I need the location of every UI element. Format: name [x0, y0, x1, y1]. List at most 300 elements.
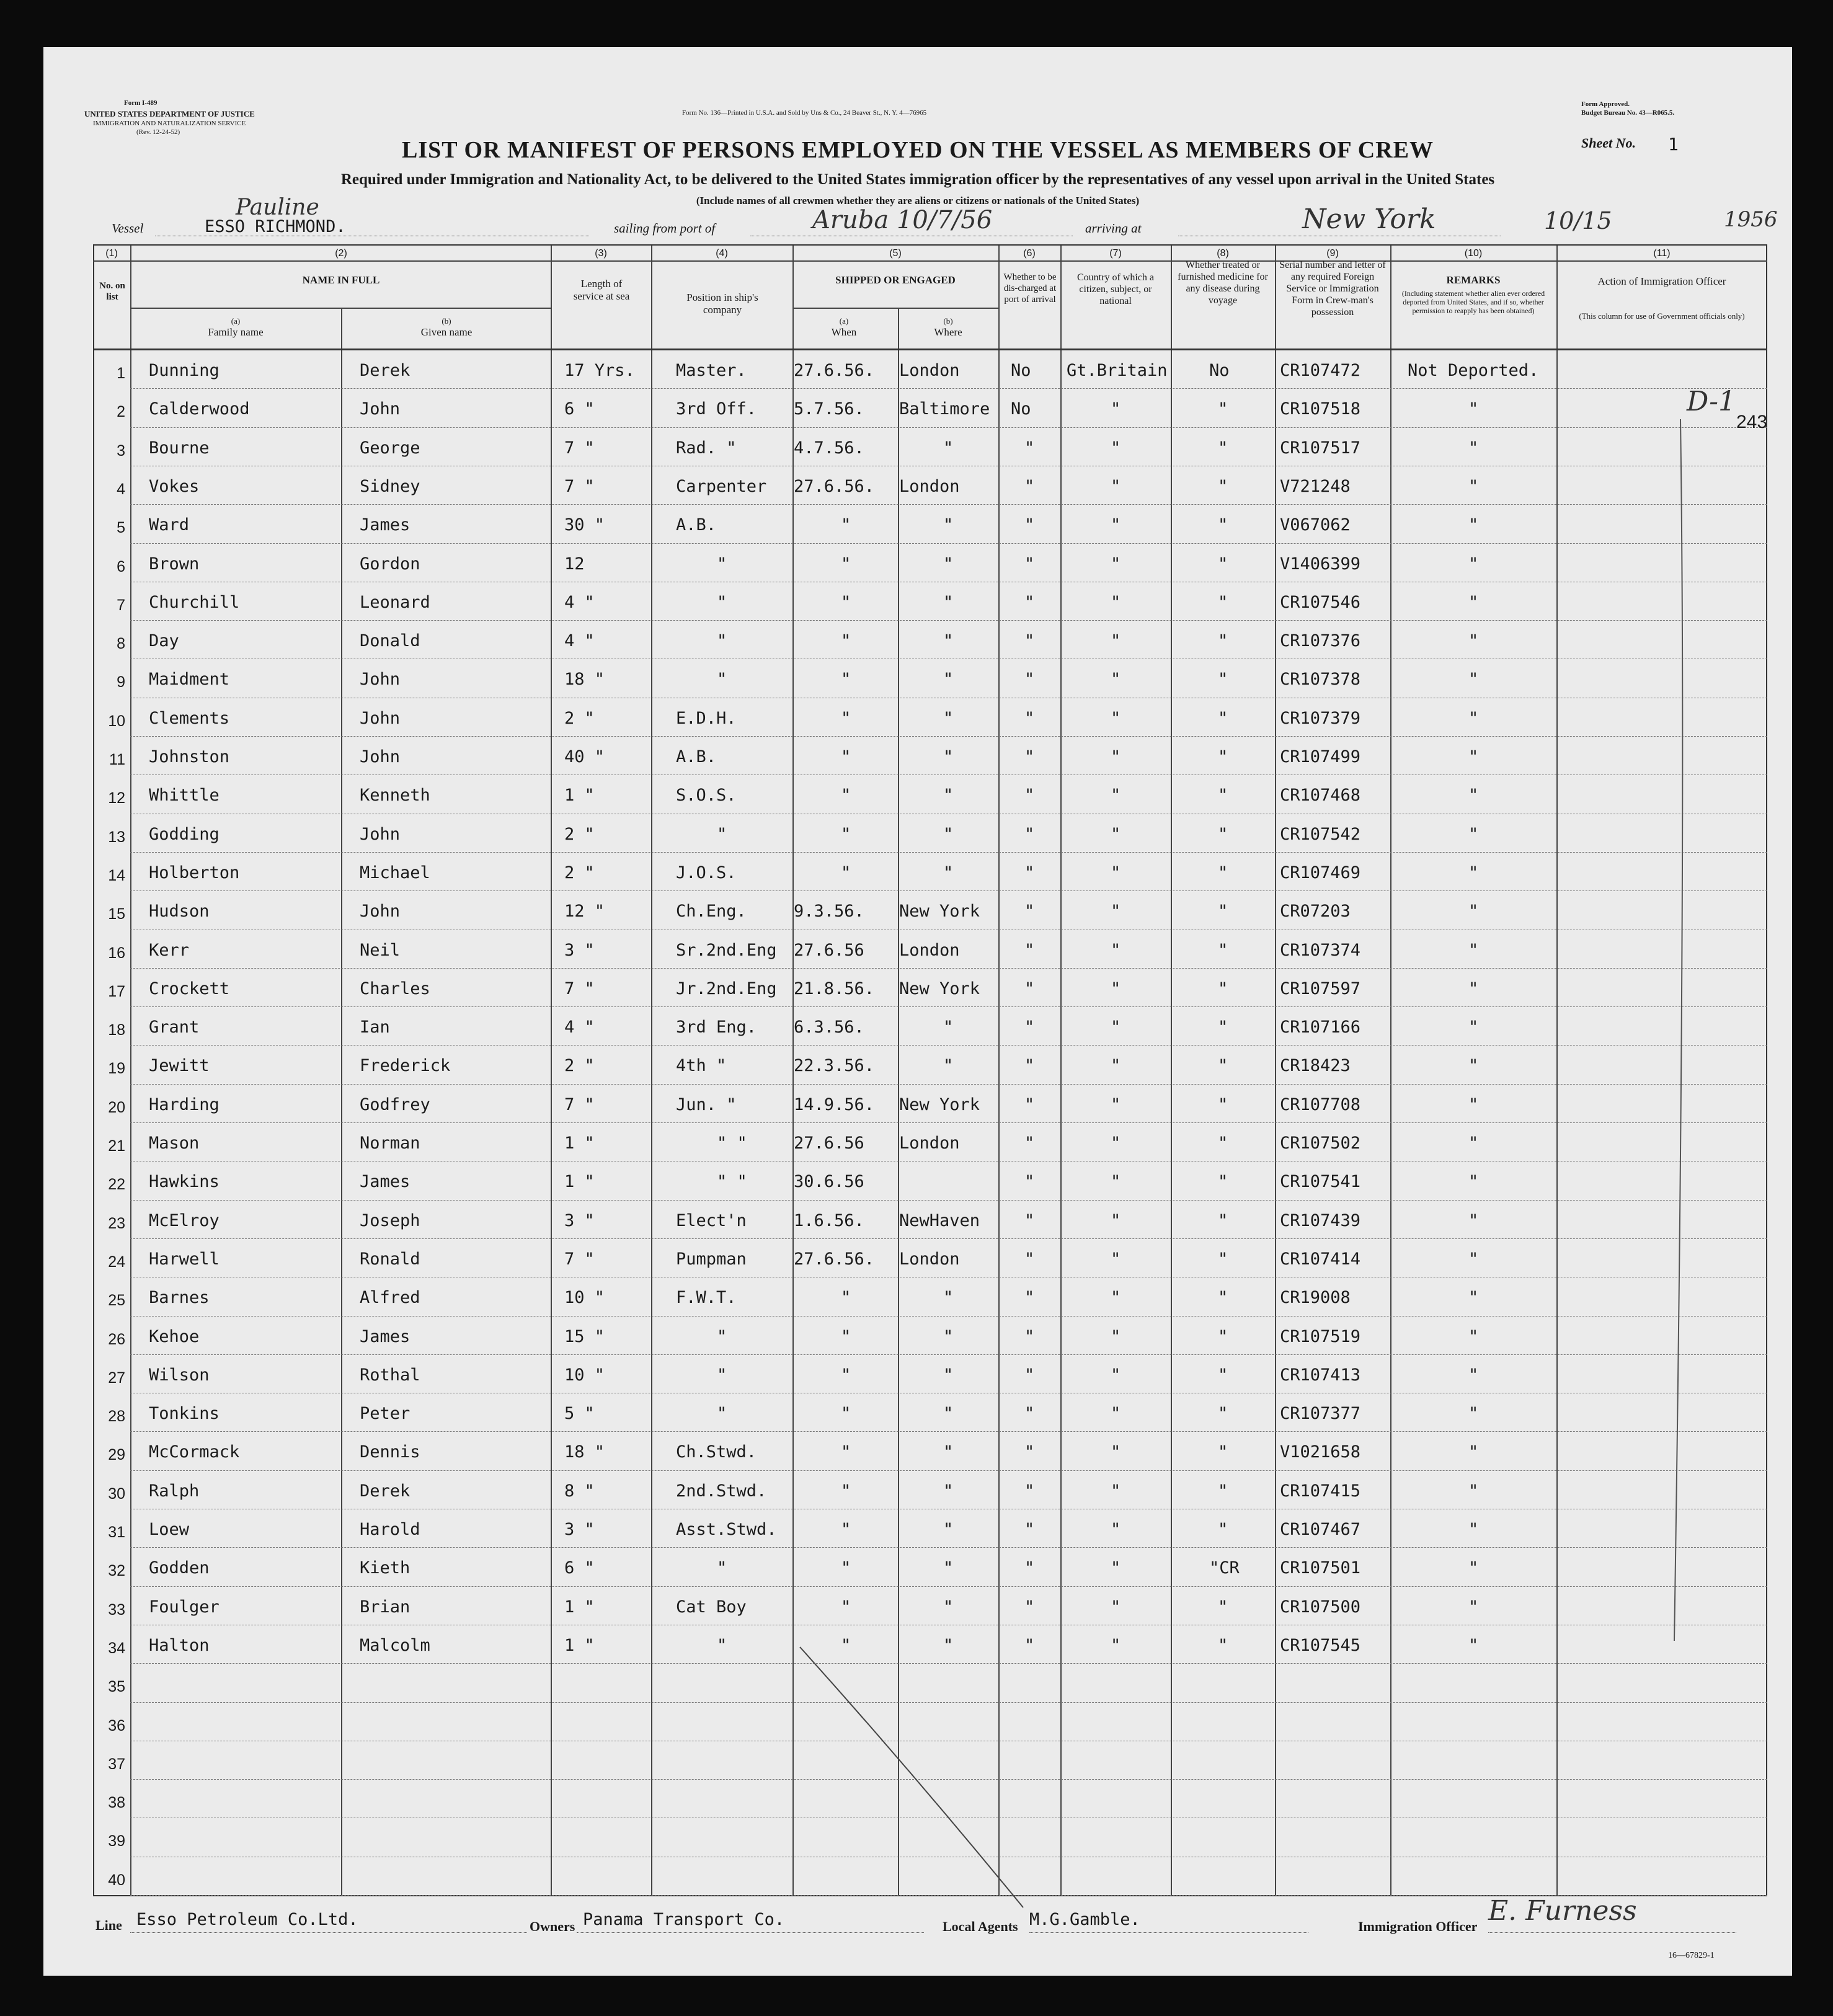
arriving-port: New York [1302, 203, 1436, 235]
discharged-cell: " [1024, 1326, 1035, 1346]
position-cell: Carpenter [676, 476, 767, 496]
remarks-cell: " [1468, 1172, 1479, 1192]
country-cell: " [1111, 747, 1121, 766]
shipped-when-cell: " [841, 515, 851, 535]
row-number: 29 [108, 1446, 125, 1464]
serial-number-cell: CR18423 [1280, 1056, 1351, 1076]
serial-number-cell: CR107374 [1280, 940, 1361, 960]
remarks-cell: " [1468, 1210, 1479, 1230]
position-cell: Ch.Stwd. [676, 1442, 757, 1462]
discharged-cell: " [1024, 1597, 1035, 1617]
shipped-when-cell: 21.8.56. [794, 979, 875, 998]
country-cell: " [1111, 940, 1121, 960]
position-cell: " [717, 824, 727, 844]
shipped-where-cell: London [899, 940, 960, 960]
position-cell: " [717, 1404, 727, 1424]
discharged-cell: " [1024, 438, 1035, 458]
manifest-sheet [43, 47, 1792, 1976]
discharged-cell: " [1024, 1520, 1035, 1539]
treated-cell: " [1218, 979, 1228, 998]
family-name-cell: Whittle [149, 786, 220, 806]
country-cell: " [1111, 1481, 1121, 1501]
shipped-when-cell: 4.7.56. [794, 438, 864, 458]
discharged-cell: " [1024, 1249, 1035, 1269]
treated-cell: " [1218, 1365, 1228, 1385]
given-name-cell: Michael [360, 863, 430, 882]
position-cell: Sr.2nd.Eng [676, 940, 777, 960]
length-service-cell: 6 " [564, 399, 595, 419]
row-number: 20 [108, 1098, 125, 1116]
shipped-where-cell: " [943, 1635, 954, 1655]
shipped-when-cell: " [841, 1442, 851, 1462]
shipped-when-cell: 6.3.56. [794, 1018, 864, 1037]
position-cell: Jun. " [676, 1095, 737, 1114]
family-name-cell: Tonkins [149, 1404, 220, 1424]
length-service-cell: 1 " [564, 1597, 595, 1617]
position-cell: Rad. " [676, 438, 737, 458]
remarks-cell: " [1468, 554, 1479, 574]
position-cell: " [717, 631, 727, 651]
shipped-when-cell: " [841, 1481, 851, 1501]
header-remarks-note: (Including statement whether alien ever ordered deported from United States, and if so, whether permission to reapply has been obtained) [1401, 289, 1545, 315]
position-cell: 4th " [676, 1056, 727, 1076]
given-name-cell: Donald [360, 631, 420, 651]
country-cell: " [1111, 902, 1121, 921]
given-name-cell: Rothal [360, 1365, 420, 1385]
family-name-cell: Calderwood [149, 399, 250, 419]
position-cell: " [717, 670, 727, 690]
family-name-cell: Hawkins [149, 1172, 220, 1192]
shipped-when-cell: 22.3.56. [794, 1056, 875, 1076]
shipped-when-cell: " [841, 1404, 851, 1424]
serial-number-cell: CR07203 [1280, 902, 1351, 921]
family-name-cell: Brown [149, 554, 200, 574]
shipped-where-cell: New York [899, 902, 980, 921]
family-name-cell: Kerr [149, 940, 190, 960]
row-number: 22 [108, 1176, 125, 1194]
serial-number-cell: CR107501 [1280, 1558, 1361, 1578]
given-name-cell: Ian [360, 1018, 390, 1037]
treated-cell: No [1209, 361, 1230, 380]
treated-cell: " [1218, 1520, 1228, 1539]
given-name-cell: John [360, 902, 401, 921]
serial-number-cell: CR107542 [1280, 824, 1361, 844]
length-service-cell: 4 " [564, 1018, 595, 1037]
treated-cell: " [1218, 1481, 1228, 1501]
shipped-where-cell: New York [899, 1095, 980, 1114]
arrival-date: 10/15 [1544, 207, 1612, 234]
given-name-cell: Malcolm [360, 1635, 430, 1655]
family-name-cell: Maidment [149, 670, 230, 690]
row-number: 27 [108, 1369, 125, 1387]
country-cell: " [1111, 554, 1121, 574]
length-service-cell: 7 " [564, 438, 595, 458]
given-name-cell: Kenneth [360, 786, 430, 806]
row-number: 19 [108, 1060, 125, 1078]
shipped-when-cell: " [841, 1365, 851, 1385]
row-number: 3 [117, 442, 125, 460]
discharged-cell: " [1024, 515, 1035, 535]
country-cell: " [1111, 708, 1121, 728]
officer-signature: E. Furness [1488, 1895, 1637, 1927]
country-cell: " [1111, 824, 1121, 844]
row-number: 18 [108, 1021, 125, 1039]
length-service-cell: 2 " [564, 863, 595, 882]
position-cell: A.B. [676, 515, 717, 535]
family-name-cell: Ralph [149, 1481, 200, 1501]
position-cell: 3rd Off. [676, 399, 757, 419]
length-service-cell: 15 " [564, 1326, 605, 1346]
header-given-name: Given name [420, 326, 473, 338]
length-service-cell: 7 " [564, 979, 595, 998]
serial-number-cell: CR107502 [1280, 1134, 1361, 1153]
length-service-cell: 5 " [564, 1404, 595, 1424]
serial-number-cell: CR107376 [1280, 631, 1361, 651]
family-name-cell: Clements [149, 708, 230, 728]
treated-cell: " [1218, 554, 1228, 574]
given-name-cell: John [360, 824, 401, 844]
col-number: (7) [1109, 248, 1122, 259]
position-cell: Pumpman [676, 1249, 747, 1269]
remarks-cell: " [1468, 1635, 1479, 1655]
remarks-cell: " [1468, 1481, 1479, 1501]
remarks-cell: " [1468, 1597, 1479, 1617]
discharged-cell: No [1011, 361, 1031, 380]
shipped-when-cell: " [841, 1558, 851, 1578]
shipped-where-cell: " [943, 824, 954, 844]
shipped-where-cell: London [899, 1249, 960, 1269]
sailing-label: sailing from port of [614, 221, 716, 236]
remarks-cell: " [1468, 1326, 1479, 1346]
serial-number-cell: CR107469 [1280, 863, 1361, 882]
col-number: (2) [335, 248, 347, 259]
family-name-cell: Godden [149, 1558, 210, 1578]
remarks-cell: " [1468, 1095, 1479, 1114]
given-name-cell: Brian [360, 1597, 411, 1617]
row-number: 5 [117, 519, 125, 537]
treated-cell: " [1218, 631, 1228, 651]
footer-owners-underline [577, 1932, 924, 1933]
length-service-cell: 7 " [564, 1095, 595, 1114]
discharged-cell: " [1024, 824, 1035, 844]
remarks-cell: " [1468, 1288, 1479, 1308]
position-cell: Jr.2nd.Eng [676, 979, 777, 998]
family-name-cell: Day [149, 631, 179, 651]
col-number: (3) [595, 248, 607, 259]
budget-bureau: Budget Bureau No. 43—R065.5. [1581, 109, 1675, 117]
footer-agents-value: M.G.Gamble. [1029, 1910, 1140, 1929]
row-number: 8 [117, 635, 125, 653]
given-name-cell: John [360, 708, 401, 728]
length-service-cell: 6 " [564, 1558, 595, 1578]
shipped-where-cell: " [943, 1018, 954, 1037]
given-name-cell: Godfrey [360, 1095, 430, 1114]
family-name-cell: Holberton [149, 863, 240, 882]
length-service-cell: 12 " [564, 902, 605, 921]
shipped-where-cell: London [899, 1134, 960, 1153]
position-cell: A.B. [676, 747, 717, 766]
position-cell: Master. [676, 361, 747, 380]
family-name-cell: Godding [149, 824, 220, 844]
country-cell: " [1111, 1018, 1121, 1037]
shipped-when-cell: 27.6.56 [794, 1134, 864, 1153]
remarks-cell: " [1468, 1249, 1479, 1269]
row-number: 17 [108, 982, 125, 1000]
shipped-when-cell: " [841, 592, 851, 612]
remarks-cell: " [1468, 1404, 1479, 1424]
treated-cell: " [1218, 1442, 1228, 1462]
treated-cell: " [1218, 399, 1228, 419]
header-discharged: Whether to be dis-charged at port of arrival [1003, 272, 1057, 304]
family-name-cell: Hudson [149, 902, 210, 921]
vessel-label: Vessel [112, 221, 144, 236]
position-cell: " [717, 1365, 727, 1385]
country-cell: " [1111, 1172, 1121, 1192]
row-number: 26 [108, 1330, 125, 1348]
serial-number-cell: CR107472 [1280, 361, 1361, 380]
length-service-cell: 1 " [564, 1172, 595, 1192]
serial-number-cell: CR107414 [1280, 1249, 1361, 1269]
discharged-cell: " [1024, 1442, 1035, 1462]
length-service-cell: 40 " [564, 747, 605, 766]
length-service-cell: 3 " [564, 940, 595, 960]
discharged-cell: " [1024, 631, 1035, 651]
row-number: 34 [108, 1639, 125, 1657]
serial-number-cell: CR107166 [1280, 1018, 1361, 1037]
country-cell: " [1111, 1210, 1121, 1230]
row-number: 14 [108, 866, 125, 884]
shipped-where-cell: " [943, 708, 954, 728]
shipped-when-cell: " [841, 1288, 851, 1308]
sheet-number: 1 [1668, 134, 1679, 154]
family-name-cell: McCormack [149, 1442, 240, 1462]
country-cell: " [1111, 979, 1121, 998]
form-code: 16—67829-1 [1668, 1951, 1715, 1960]
row-number: 9 [117, 673, 125, 691]
shipped-when-cell: " [841, 708, 851, 728]
country-cell: " [1111, 863, 1121, 882]
header-when: When [831, 326, 857, 338]
discharged-cell: " [1024, 592, 1035, 612]
vessel-handwritten: Pauline [236, 195, 319, 220]
position-cell: 3rd Eng. [676, 1018, 757, 1037]
serial-number-cell: V721248 [1280, 476, 1351, 496]
shipped-when-cell: " [841, 554, 851, 574]
row-number: 10 [108, 712, 125, 730]
treated-cell: " [1218, 1134, 1228, 1153]
given-name-cell: Sidney [360, 476, 420, 496]
treated-cell: " [1218, 670, 1228, 690]
cancel-stroke [800, 1647, 1023, 1907]
remarks-cell: " [1468, 515, 1479, 535]
family-name-cell: Halton [149, 1635, 210, 1655]
footer-officer-label: Immigration Officer [1358, 1919, 1478, 1934]
row-number: 12 [108, 789, 125, 807]
length-service-cell: 1 " [564, 1134, 595, 1153]
row-number: 39 [108, 1832, 125, 1850]
footer-agents-underline [1029, 1932, 1308, 1933]
country-cell: " [1111, 1635, 1121, 1655]
serial-number-cell: CR107519 [1280, 1326, 1361, 1346]
serial-number-cell: V067062 [1280, 515, 1351, 535]
position-cell: Elect'n [676, 1210, 747, 1230]
shipped-when-cell: " [841, 824, 851, 844]
serial-number-cell: CR19008 [1280, 1288, 1351, 1308]
header-family-letter: (a) [231, 316, 241, 326]
country-cell: " [1111, 1404, 1121, 1424]
discharged-cell: " [1024, 1056, 1035, 1076]
remarks-cell: " [1468, 1134, 1479, 1153]
row-number: 36 [108, 1716, 125, 1734]
service-name: IMMIGRATION AND NATURALIZATION SERVICE [93, 120, 246, 127]
given-name-cell: Alfred [360, 1288, 420, 1308]
shipped-when-cell: " [841, 670, 851, 690]
discharged-cell: " [1024, 786, 1035, 806]
row-number: 33 [108, 1601, 125, 1619]
discharged-cell: " [1024, 1288, 1035, 1308]
position-cell: J.O.S. [676, 863, 737, 882]
treated-cell: " [1218, 1597, 1228, 1617]
shipped-where-cell: Baltimore [899, 399, 990, 419]
remarks-cell: " [1468, 940, 1479, 960]
position-cell: Asst.Stwd. [676, 1520, 777, 1539]
given-name-cell: Gordon [360, 554, 420, 574]
length-service-cell: 18 " [564, 670, 605, 690]
serial-number-cell: CR107500 [1280, 1597, 1361, 1617]
shipped-when-cell: 5.7.56. [794, 399, 864, 419]
length-service-cell: 7 " [564, 476, 595, 496]
given-name-cell: Frederick [360, 1056, 451, 1076]
discharged-cell: " [1024, 902, 1035, 921]
form-number: Form I-489 [124, 99, 158, 107]
shipped-when-cell: 27.6.56 [794, 940, 864, 960]
footer-owners-value: Panama Transport Co. [583, 1910, 785, 1929]
shipped-where-cell: " [943, 670, 954, 690]
treated-cell: "CR [1209, 1558, 1240, 1578]
shipped-where-cell: " [943, 1288, 954, 1308]
header-action-note: (This column for use of Government officials only) [1579, 311, 1745, 321]
given-name-cell: Joseph [360, 1210, 420, 1230]
position-cell: " " [717, 1172, 747, 1192]
sheet-label: Sheet No. [1581, 135, 1636, 151]
family-name-cell: Bourne [149, 438, 210, 458]
action-count: 243 [1736, 412, 1768, 432]
length-service-cell: 17 Yrs. [564, 361, 635, 380]
shipped-where-cell: " [943, 631, 954, 651]
country-cell: " [1111, 592, 1121, 612]
country-cell: " [1111, 399, 1121, 419]
row-number: 13 [108, 828, 125, 846]
country-cell: " [1111, 1442, 1121, 1462]
serial-number-cell: CR107378 [1280, 670, 1361, 690]
length-service-cell: 4 " [564, 631, 595, 651]
length-service-cell: 30 " [564, 515, 605, 535]
shipped-where-cell: " [943, 554, 954, 574]
family-name-cell: McElroy [149, 1210, 220, 1230]
header-where: Where [934, 326, 962, 338]
shipped-when-cell: 9.3.56. [794, 902, 864, 921]
given-name-cell: Dennis [360, 1442, 420, 1462]
shipped-when-cell: 1.6.56. [794, 1210, 864, 1230]
serial-number-cell: CR107517 [1280, 438, 1361, 458]
row-number: 30 [108, 1485, 125, 1503]
treated-cell: " [1218, 863, 1228, 882]
discharged-cell: " [1024, 940, 1035, 960]
row-number: 24 [108, 1253, 125, 1271]
discharged-cell: " [1024, 1481, 1035, 1501]
discharged-cell: " [1024, 476, 1035, 496]
col-number: (9) [1326, 248, 1339, 259]
discharged-cell: " [1024, 1404, 1035, 1424]
discharged-cell: " [1024, 1210, 1035, 1230]
given-name-cell: John [360, 747, 401, 766]
shipped-when-cell: " [841, 863, 851, 882]
length-service-cell: 10 " [564, 1365, 605, 1385]
shipped-when-cell: 27.6.56. [794, 1249, 875, 1269]
treated-cell: " [1218, 1095, 1228, 1114]
treated-cell: " [1218, 940, 1228, 960]
remarks-cell: " [1468, 824, 1479, 844]
remarks-cell: " [1468, 979, 1479, 998]
row-number: 6 [117, 557, 125, 575]
row-number: 7 [117, 596, 125, 614]
page-title: LIST OR MANIFEST OF PERSONS EMPLOYED ON THE VESSEL AS MEMBERS OF CREW [402, 137, 1434, 163]
remarks-cell: " [1468, 747, 1479, 766]
family-name-cell: Barnes [149, 1288, 210, 1308]
given-name-cell: Derek [360, 1481, 411, 1501]
treated-cell: " [1218, 1172, 1228, 1192]
length-service-cell: 10 " [564, 1288, 605, 1308]
family-name-cell: Dunning [149, 361, 220, 380]
shipped-when-cell: 27.6.56. [794, 361, 875, 380]
serial-number-cell: CR107545 [1280, 1635, 1361, 1655]
remarks-cell: " [1468, 631, 1479, 651]
serial-number-cell: CR107518 [1280, 399, 1361, 419]
treated-cell: " [1218, 1326, 1228, 1346]
shipped-where-cell: " [943, 786, 954, 806]
family-name-cell: Wilson [149, 1365, 210, 1385]
discharged-cell: " [1024, 747, 1035, 766]
position-cell: 2nd.Stwd. [676, 1481, 767, 1501]
shipped-where-cell: London [899, 361, 960, 380]
header-position: Position in ship's company [686, 291, 758, 316]
remarks-cell: " [1468, 1018, 1479, 1037]
serial-number-cell: V1021658 [1280, 1442, 1361, 1462]
remarks-cell: " [1468, 438, 1479, 458]
discharged-cell: " [1024, 1635, 1035, 1655]
given-name-cell: James [360, 515, 411, 535]
serial-number-cell: CR107439 [1280, 1210, 1361, 1230]
given-name-cell: George [360, 438, 420, 458]
treated-cell: " [1218, 1404, 1228, 1424]
col-number: (4) [716, 248, 728, 259]
col-number: (8) [1217, 248, 1229, 259]
row-number: 21 [108, 1137, 125, 1155]
page-subtitle: Required under Immigration and Nationality Act, to be delivered to the United States immigration officer by the representatives of any vessel upon arrival in the United States [340, 171, 1495, 188]
discharged-cell: " [1024, 1172, 1035, 1192]
family-name-cell: Johnston [149, 747, 230, 766]
col-number: (11) [1653, 248, 1671, 259]
serial-number-cell: CR107413 [1280, 1365, 1361, 1385]
serial-number-cell: CR107708 [1280, 1095, 1361, 1114]
treated-cell: " [1218, 902, 1228, 921]
family-name-cell: Grant [149, 1018, 200, 1037]
given-name-cell: Charles [360, 979, 430, 998]
page-subnote: (Include names of all crewmen whether they are aliens or citizens or nationals of the United States) [696, 195, 1140, 206]
family-name-cell: Loew [149, 1520, 190, 1539]
given-name-cell: Harold [360, 1520, 420, 1539]
discharged-cell: " [1024, 979, 1035, 998]
